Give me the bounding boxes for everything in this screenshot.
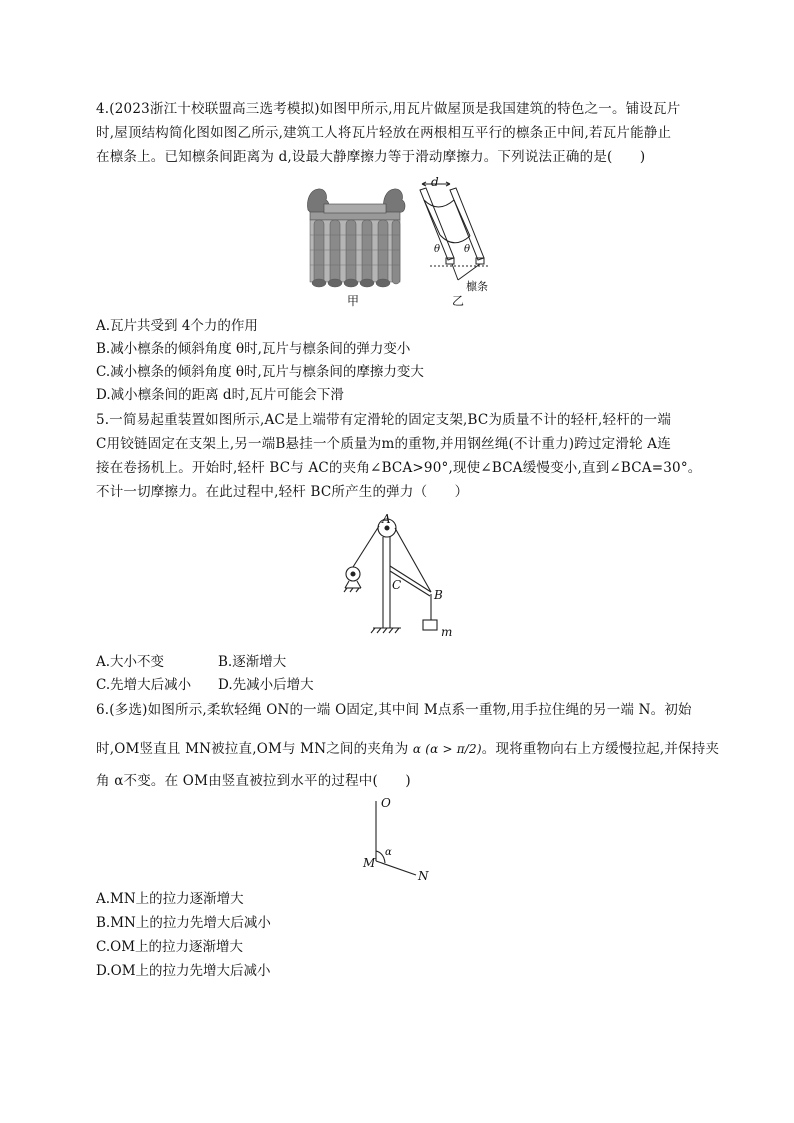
q4-option-d: D.减小檩条间的距离 d时,瓦片可能会下滑 [96,387,344,403]
point-b-label: B [434,588,443,602]
distance-d-label: d [431,175,439,189]
figure-jia-label: 甲 [347,294,360,308]
q5-text-line-3: 接在卷扬机上。开始时,轻杆 BC与 AC的夹角∠BCA>90°,现使∠BCA缓慢变小,直到∠BCA=30°。 [96,460,702,476]
point-o-label: O [381,796,391,810]
crane-diagram [335,510,465,640]
q6-option-a: A.MN上的拉力逐渐增大 [96,891,244,907]
alpha-condition-math: α (α > π/2) [412,742,482,756]
theta-left-label: θ [434,244,441,255]
purlin-label: 檩条 [466,280,488,293]
q5-text-line-2: C用铰链固定在支架上,另一端B悬挂一个质量为m的重物,并用钢丝绳(不计重力)跨过定滑轮 A连 [96,436,671,452]
q5-text-line-4: 不计一切摩擦力。在此过程中,轻杆 BC所产生的弹力（ ） [96,484,469,500]
q4-text-line-2: 时,屋顶结构简化图如图乙所示,建筑工人将瓦片轻放在两根相互平行的檩条正中间,若瓦片能静止 [96,125,672,141]
mass-m-label: m [441,625,453,639]
roof-tiles-figure [300,180,410,305]
point-m-label: M [363,856,376,870]
q5-option-b: B.逐渐增大 [218,654,287,670]
point-a-label: A [382,512,391,526]
q4-option-b: B.减小檩条的倾斜角度 θ时,瓦片与檩条间的弹力变小 [96,341,411,357]
q6-line-2-part-b: 。现将重物向右上方缓慢拉起,并保持夹 [481,741,720,757]
q4-option-a: A.瓦片共受到 4个力的作用 [96,318,258,334]
q6-text-line-3: 角 α不变。在 OM由竖直被拉到水平的过程中( ) [96,773,411,789]
q5-text-line-1: 5.一简易起重装置如图所示,AC是上端带有定滑轮的固定支架,BC为质量不计的轻杆,轻杆的一端 [96,412,672,428]
angle-alpha-label: α [385,847,392,858]
theta-right-label: θ [464,244,471,255]
purlin-diagram [410,170,505,295]
q4-text-line-3: 在檩条上。已知檩条间距离为 d,设最大静摩擦力等于滑动摩擦力。下列说法正确的是( ) [96,149,646,165]
point-n-label: N [418,869,429,883]
q5-option-a: A.大小不变 [96,654,165,670]
figure-yi-label: 乙 [452,294,465,308]
q5-option-d: D.先减小后增大 [218,677,314,693]
q6-option-c: C.OM上的拉力逐渐增大 [96,939,244,955]
q5-option-c: C.先增大后减小 [96,677,192,693]
q6-text-line-1: 6.(多选)如图所示,柔软轻绳 ON的一端 O固定,其中间 M点系一重物,用手拉住绳的另一端 N。初始 [96,702,692,718]
point-c-label: C [392,578,402,592]
q4-option-c: C.减小檩条的倾斜角度 θ时,瓦片与檩条间的摩擦力变大 [96,364,424,380]
q6-option-b: B.MN上的拉力先增大后减小 [96,915,271,931]
q6-line-2-part-a: 时,OM竖直且 MN被拉直,OM与 MN之间的夹角为 [96,741,409,757]
q6-option-d: D.OM上的拉力先增大后减小 [96,963,271,979]
q4-text-line-1: 4.(2023浙江十校联盟高三选考模拟)如图甲所示,用瓦片做屋顶是我国建筑的特色之一。铺设瓦片 [96,101,681,117]
q6-text-line-2 [96,738,719,760]
